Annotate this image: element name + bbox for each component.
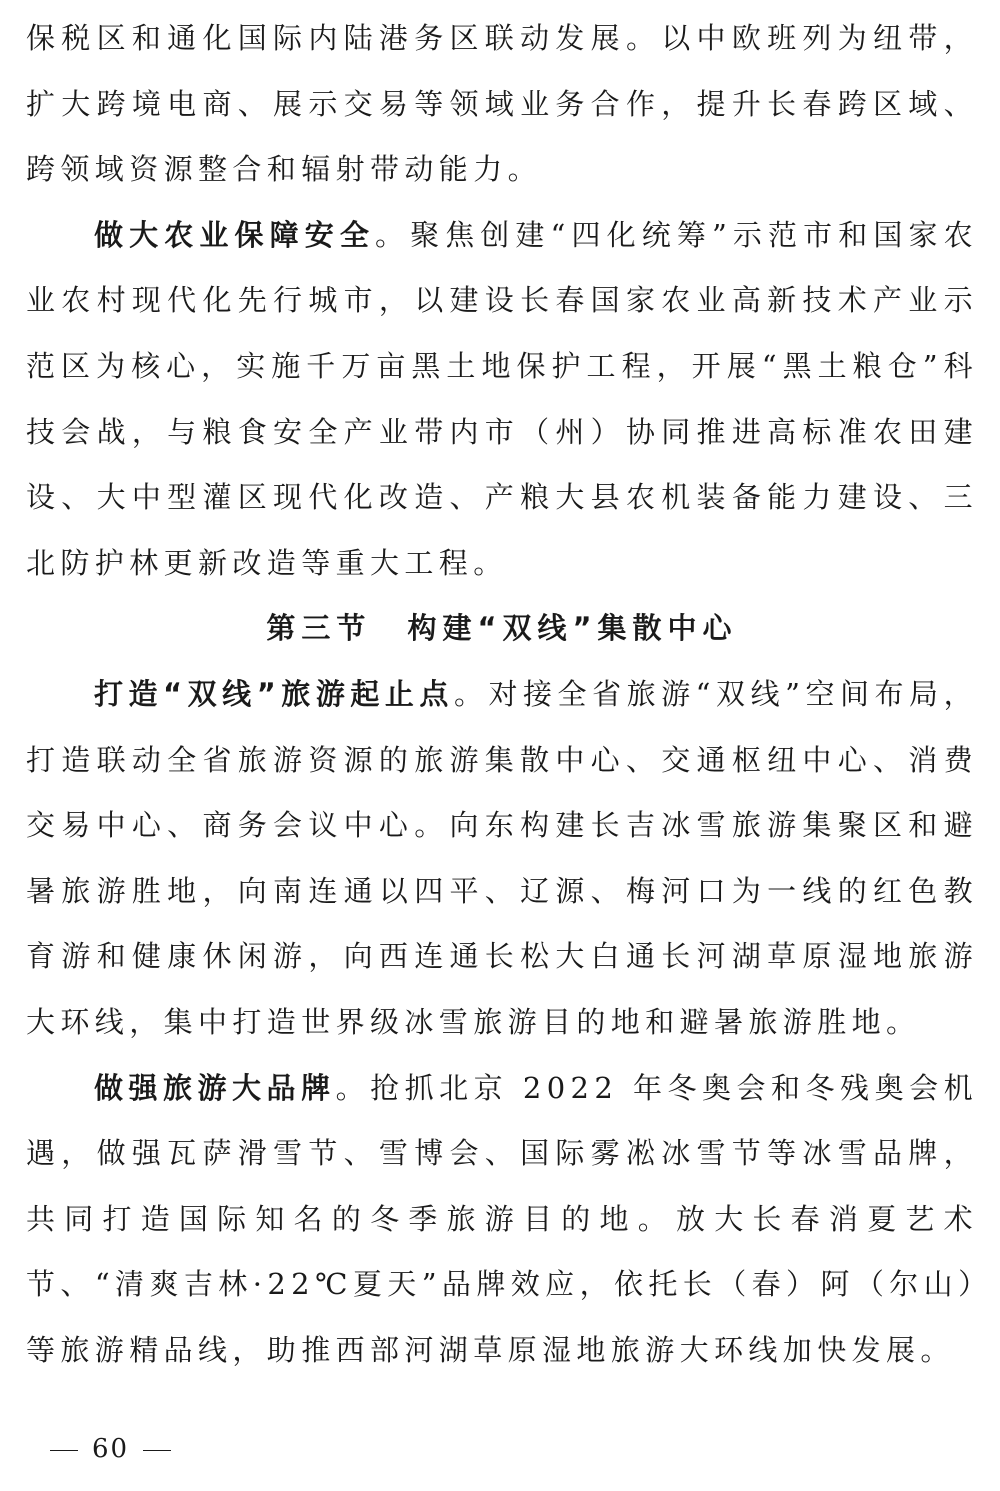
paragraph-lead-agriculture: 做大农业保障安全 — [94, 217, 375, 252]
section-title: 构建“双线”集散中心 — [407, 611, 738, 646]
paragraph-agriculture — [26, 203, 978, 597]
page-footer — [36, 1434, 185, 1464]
section-heading — [26, 596, 978, 662]
paragraph-body-tourism-hub: 。对接全省旅游“双线”空间布局，打造联动全省旅游资源的旅游集散中心、交通枢纽中心、消费交易中心、商务会议中心。向东构建长吉冰雪旅游集聚区和避暑旅游胜地，向南连通以四平、辽源、梅河口为一线的红色教育游和健康休闲游，向西连通长松大白通长河湖草原湿地旅游大环线，集中打造世界级冰雪旅游目的地和避暑旅游胜地。 — [26, 676, 978, 1039]
paragraph-body-tourism-brand: 。抢抓北京 2022 年冬奥会和冬残奥会机遇，做强瓦萨滑雪节、雪博会、国际雾凇冰雪节等冰雪品牌，共同打造国际知名的冬季旅游目的地。放大长春消夏艺术节、“清爽吉林·22℃夏天”品牌效应，依托长（春）阿（尔山）等旅游精品线，助推西部河湖草原湿地旅游大环线加快发展。 — [26, 1070, 978, 1367]
paragraph-lead-tourism-brand: 做强旅游大品牌 — [94, 1070, 336, 1105]
footer-dash-left — [50, 1450, 78, 1451]
page-number: 60 — [92, 1434, 130, 1464]
document-page — [26, 0, 978, 1383]
footer-dash-right — [143, 1450, 171, 1451]
paragraph-lead-tourism-hub: 打造“双线”旅游起止点 — [94, 676, 454, 711]
paragraph-continuation: 保税区和通化国际内陆港务区联动发展。以中欧班列为纽带，扩大跨境电商、展示交易等领域业务合作，提升长春跨区域、跨领域资源整合和辐射带动能力。 — [26, 21, 978, 187]
section-number: 第三节 — [266, 611, 372, 646]
paragraph-tourism-hub — [26, 662, 978, 1056]
paragraph-tourism-brand — [26, 1056, 978, 1384]
paragraph-body-agriculture: 。聚焦创建“四化统筹”示范市和国家农业农村现代化先行城市，以建设长春国家农业高新技术产业示范区为核心，实施千万亩黑土地保护工程，开展“黑土粮仓”科技会战，与粮食安全产业带内市（州）协同推进高标准农田建设、大中型灌区现代化改造、产粮大县农机装备能力建设、三北防护林更新改造等重大工程。 — [26, 217, 979, 580]
